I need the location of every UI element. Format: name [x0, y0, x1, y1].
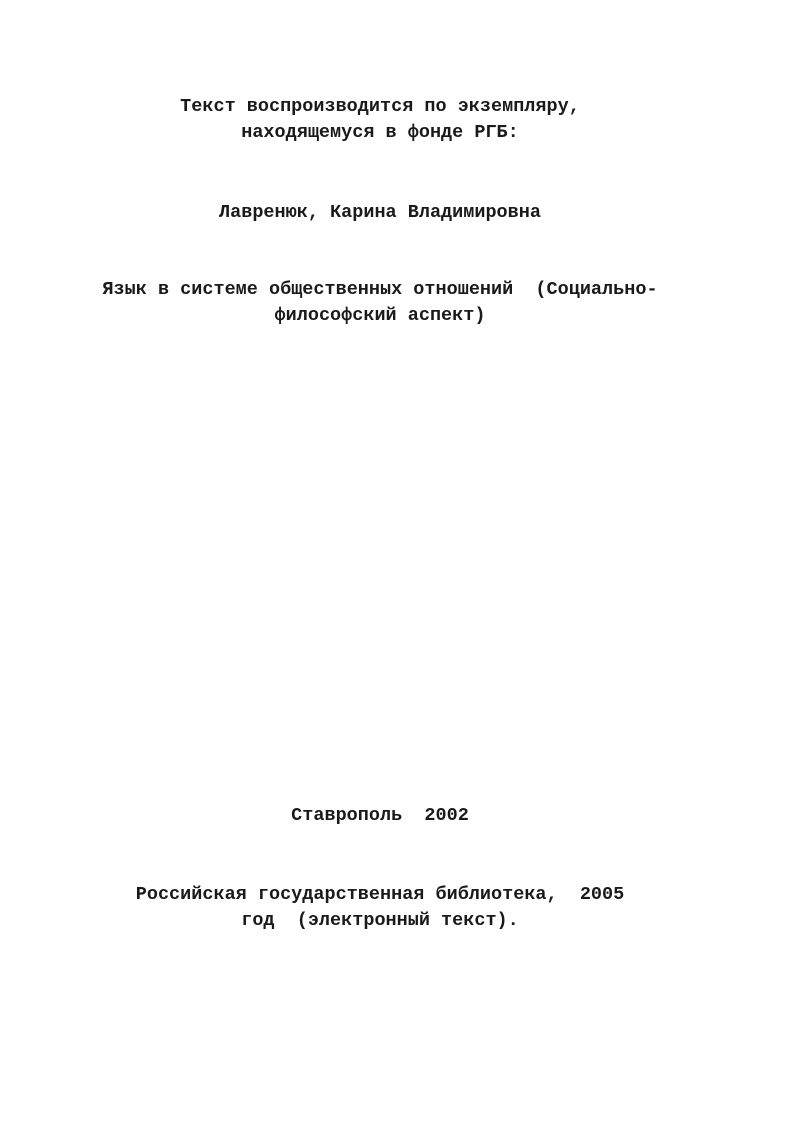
author-name: Лавренюк, Карина Владимировна	[219, 202, 541, 223]
source-note-line-2: находящемуся в фонде РГБ:	[241, 122, 519, 143]
title-line-2: философский аспект)	[274, 305, 486, 326]
source-note-line-1: Текст воспроизводится по экземпляру,	[180, 96, 580, 117]
place-and-year: Ставрополь 2002	[291, 805, 469, 826]
title-line-1: Язык в системе общественных отношений (Социально-	[102, 279, 658, 300]
publisher-line-1: Российская государственная библиотека, 2005	[135, 884, 625, 905]
publisher-line-2: год (электронный текст).	[241, 910, 519, 931]
